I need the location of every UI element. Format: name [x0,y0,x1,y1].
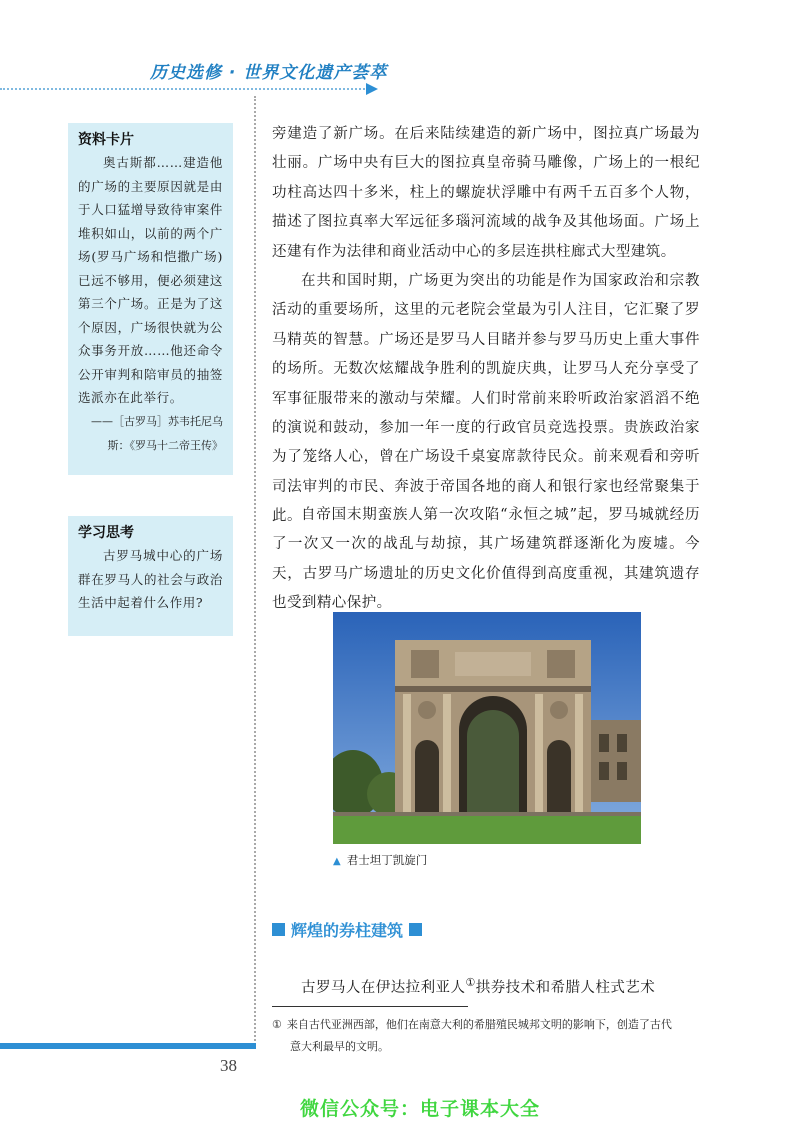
square-bullet-icon [409,923,422,936]
paragraph-text: 旁建造了新广场。在后来陆续建造的新广场中，图拉真广场最为壮丽。广场中央有巨大的图拉真皇帝骑马雕像，广场上的一根纪功柱高达四十多米，柱上的螺旋状浮雕中有两千五百多个人物，描述了图拉真率大军远征多瑙河流域的战争及其他场面。广场上还建有作为法律和商业活动中心的多层连拱柱廊式大型建筑。 [272,126,700,260]
square-bullet-icon [272,923,285,936]
page-number: 38 [220,1056,237,1075]
header-title: 历史选修 · 世界文化遗产荟萃 [150,63,388,83]
header-arrow-icon [366,83,378,95]
paragraph-text: 古罗马人在伊达拉利亚人 [301,979,466,996]
footer-bar [0,1043,256,1049]
triangle-marker-icon: ▲ [333,856,341,867]
info-card-title: 资料卡片 [78,132,134,148]
info-card [68,123,233,475]
section-title: 辉煌的券柱建筑 [291,921,404,940]
paragraph-forum-trajan [272,120,700,267]
footnote-rule [272,1006,468,1007]
info-card-text: 奥古斯都……建造他的广场的主要原因就是由于人口猛增导致待审案件堆积如山，以前的两个广场(罗马广场和恺撒广场)已远不够用，便必须建这第三个广场。正是为了这个原因，广场很快就为公众事务开放……他还命令公开审判和陪审员的抽签选派亦在此举行。 [78,155,223,405]
footnote [272,1014,702,1058]
info-card-source: ——［古罗马］苏韦托尼乌 斯：《罗马十二帝王传》 [91,414,223,452]
paragraph-arch-column [272,968,700,1003]
footnote-text: 来自古代亚洲西部，他们在南意大利的希腊殖民城邦文明的影响下，创造了古代 [286,1018,672,1031]
caption-text: 君士坦丁凯旋门 [346,853,428,867]
header-dotted-rule [0,88,372,90]
arch-of-constantine-photo [333,612,641,844]
footnote-mark: ① [272,1018,282,1031]
column-divider [254,96,256,1041]
paragraph-text: 拱券技术和希腊人柱式艺术 [475,979,656,996]
paragraph-text: 自帝国末期蛮族人第一次攻陷“永恒之城”起，罗马城就经历了一次又一次的战乱与劫掠，其广场建筑群逐渐化为废墟。今天，古罗马广场遗址的历史文化价值得到高度重视，其建筑遗存也受到精心保护。 [272,507,700,612]
paragraph-text: 在共和国时期，广场更为突出的功能是作为国家政治和宗教活动的重要场所，这里的元老院会堂最为引人注目，它汇聚了罗马精英的智慧。广场还是罗马人目睹并参与罗马历史上重大事件的场所。无数次炫耀战争胜利的凯旋庆典，让罗马人充分享受了军事征服带来的激动与荣耀。人们时常前来聆听政治家滔滔不绝的演说和鼓动，参加一年一度的行政官员竞选投票。贵族政治家为了笼络人心，曾在广场设千桌宴席款待民众。前来观看和旁听司法审判的市民、奔波于帝国各地的商人和银行家也经常聚集于此。 [272,273,700,525]
footnote-reference[interactable]: ① [465,976,476,989]
paragraph-republic [272,267,700,532]
section-heading [272,918,422,941]
footnote-text: 意大利最早的文明。 [290,1040,389,1053]
study-question-title: 学习思考 [78,525,134,541]
watermark: 微信公众号：电子课本大全 [300,1098,541,1120]
study-question-text: 古罗马城中心的广场群在罗马人的社会与政治生活中起着什么作用? [78,548,223,610]
paragraph-empire-decline [272,501,700,619]
photo-caption [333,852,427,868]
study-question-box [68,516,233,636]
